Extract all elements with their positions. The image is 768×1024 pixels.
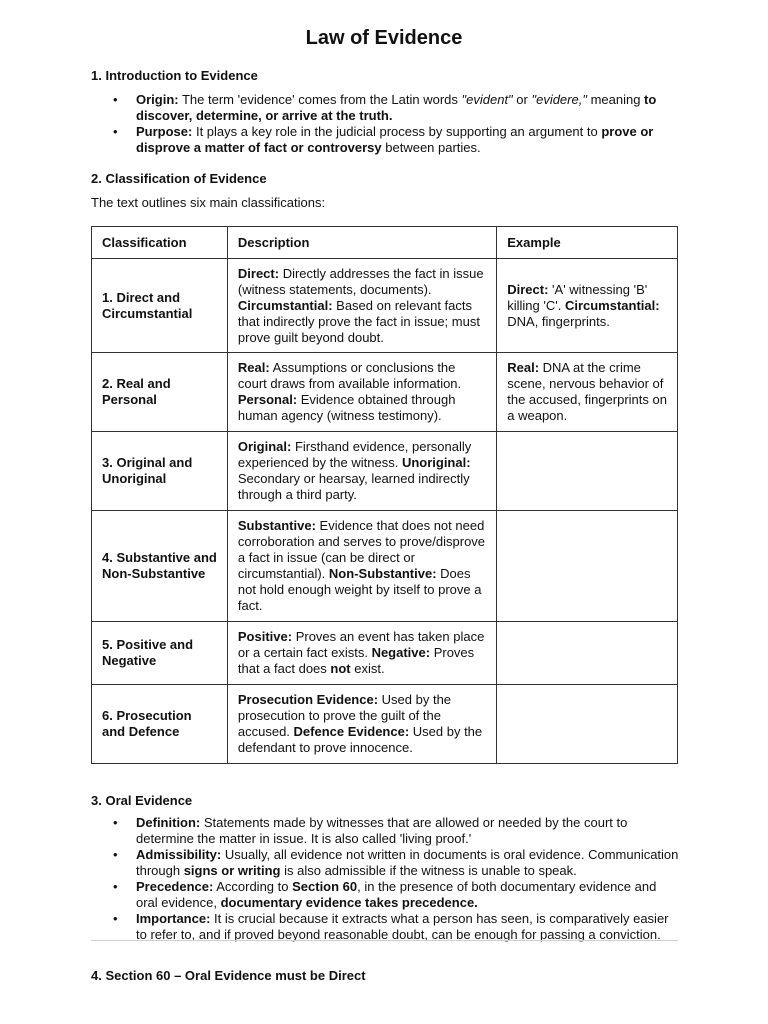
description-cell bbox=[227, 685, 496, 764]
text-run: Firsthand evidence, personally experienced by the witness. bbox=[237, 439, 472, 470]
classification-cell: 5. Positive and Negative bbox=[92, 622, 228, 685]
classification-cell: 6. Prosecution and Defence bbox=[92, 685, 228, 764]
bold-text: Direct: bbox=[237, 265, 280, 281]
bold-text: Real: bbox=[507, 360, 540, 375]
description-cell bbox=[227, 259, 496, 353]
bold-text: Positive: bbox=[237, 629, 293, 644]
bullet-icon: • bbox=[113, 847, 118, 862]
page-title: Law of Evidence bbox=[305, 27, 463, 49]
classification-cell: 3. Original and Unoriginal bbox=[92, 432, 228, 511]
description-cell bbox=[227, 432, 496, 511]
bullet-icon: • bbox=[113, 92, 118, 107]
bold-text: Prosecution Evidence: bbox=[237, 692, 379, 707]
bold-text: Non-Substantive: bbox=[328, 566, 437, 581]
section-3-heading: 3. Oral Evidence bbox=[91, 793, 193, 808]
description-cell bbox=[227, 622, 496, 685]
example-cell bbox=[497, 259, 678, 353]
column-header: Example bbox=[497, 227, 678, 259]
example-cell bbox=[497, 353, 678, 432]
text-run: exist. bbox=[350, 661, 385, 676]
section-4-heading: 4. Section 60 – Oral Evidence must be Direct bbox=[91, 968, 366, 983]
text-run: Directly addresses the fact in issue (witness statements, documents). bbox=[237, 265, 484, 297]
bold-text: Circumstantial: bbox=[237, 297, 333, 313]
divider bbox=[91, 940, 678, 941]
table-row bbox=[92, 511, 678, 622]
text-run: Evidence obtained through human agency (witness testimony). bbox=[237, 392, 456, 423]
classification-cell: 4. Substantive and Non-Substantive bbox=[92, 511, 228, 622]
table-row bbox=[92, 259, 678, 353]
description-cell bbox=[227, 511, 496, 622]
bold-text: Personal: bbox=[237, 392, 298, 407]
bullet-icon: • bbox=[113, 879, 118, 894]
column-header: Description bbox=[227, 227, 496, 259]
text-run: Assumptions or conclusions the court draws from available information. bbox=[237, 360, 462, 391]
text-run: Evidence that does not need corroboration and serves to prove/disprove a fact in issue (can be direct or circumstantial). bbox=[237, 518, 486, 581]
example-cell bbox=[497, 622, 678, 685]
table-row bbox=[92, 622, 678, 685]
list-item: • Importance: It is crucial because it extracts what a person has seen, is comparatively easier to refer to, and if proved beyond reasonable doubt, can be enough for passing a conviction. bbox=[113, 911, 669, 942]
section-3-bullets bbox=[0, 815, 680, 943]
text-run: DNA, fingerprints. bbox=[507, 313, 610, 329]
bold-text: Original: bbox=[237, 439, 292, 454]
bold-text: Substantive: bbox=[237, 518, 316, 533]
table-header-row bbox=[92, 227, 678, 259]
text-run: DNA at the crime scene, nervous behavior of the accused, fingerprints on a weapon. bbox=[507, 360, 667, 423]
bullet-icon: • bbox=[113, 911, 118, 926]
section-1-bullets bbox=[0, 92, 680, 156]
list-item: • Purpose: It plays a key role in the judicial process by supporting an argument to prove or disprove a matter of fact or controversy between parties. bbox=[113, 124, 654, 155]
column-header: Classification bbox=[92, 227, 228, 259]
list-item: • Admissibility: Usually, all evidence not written in documents is oral evidence. Communication through signs or writing is also admissible if the witness is unable to speak. bbox=[113, 847, 679, 878]
description-cell bbox=[227, 353, 496, 432]
bold-text: Defence Evidence: bbox=[293, 724, 410, 739]
example-cell bbox=[497, 511, 678, 622]
bullet-icon: • bbox=[113, 124, 118, 139]
text-run: Used by the prosecution to prove the guilt of the accused. bbox=[237, 692, 452, 739]
table-row bbox=[92, 353, 678, 432]
section-1-heading: 1. Introduction to Evidence bbox=[91, 68, 258, 83]
bold-text: Negative: bbox=[371, 645, 431, 660]
section-2-heading: 2. Classification of Evidence bbox=[91, 171, 267, 186]
list-item: • Precedence: According to Section 60, in the presence of both documentary evidence and oral evidence, documentary evidence takes precedence. bbox=[113, 879, 657, 910]
text-run: Proves an event has taken place or a certain fact exists. bbox=[237, 629, 485, 660]
table-row bbox=[92, 685, 678, 764]
text-run: 'A' witnessing 'B' killing 'C'. bbox=[507, 281, 648, 313]
text-run: Secondary or hearsay, learned indirectly through a third party. bbox=[237, 471, 470, 502]
bold-text: not bbox=[330, 661, 351, 676]
bold-text: Direct: bbox=[507, 281, 549, 297]
bullet-icon: • bbox=[113, 815, 118, 830]
classification-cell: 1. Direct and Circumstantial bbox=[92, 259, 228, 353]
text-run: Based on relevant facts that indirectly prove the fact in issue; must prove guilt beyond doubt. bbox=[237, 297, 480, 345]
text-run: Used by the defendant to prove innocence. bbox=[237, 724, 483, 755]
text-run: Proves that a fact does bbox=[237, 645, 475, 676]
example-cell bbox=[497, 432, 678, 511]
list-item: • Definition: Statements made by witnesses that are allowed or needed by the court to determine the matter in issue. It is also called 'living proof.' bbox=[113, 815, 628, 846]
table-row bbox=[92, 432, 678, 511]
example-cell bbox=[497, 685, 678, 764]
list-item: • Origin: The term 'evidence' comes from the Latin words "evident" or "evidere," meaning to discover, determine, or arrive at the truth. bbox=[113, 92, 657, 123]
bold-text: Unoriginal: bbox=[401, 455, 471, 470]
bold-text: Circumstantial: bbox=[564, 297, 660, 313]
section-2-intro: The text outlines six main classifications: bbox=[91, 195, 326, 210]
text-run: Does not hold enough weight by itself to prove a fact. bbox=[237, 566, 482, 613]
classification-table bbox=[91, 226, 678, 764]
bold-text: Real: bbox=[237, 360, 270, 375]
classification-cell: 2. Real and Personal bbox=[92, 353, 228, 432]
